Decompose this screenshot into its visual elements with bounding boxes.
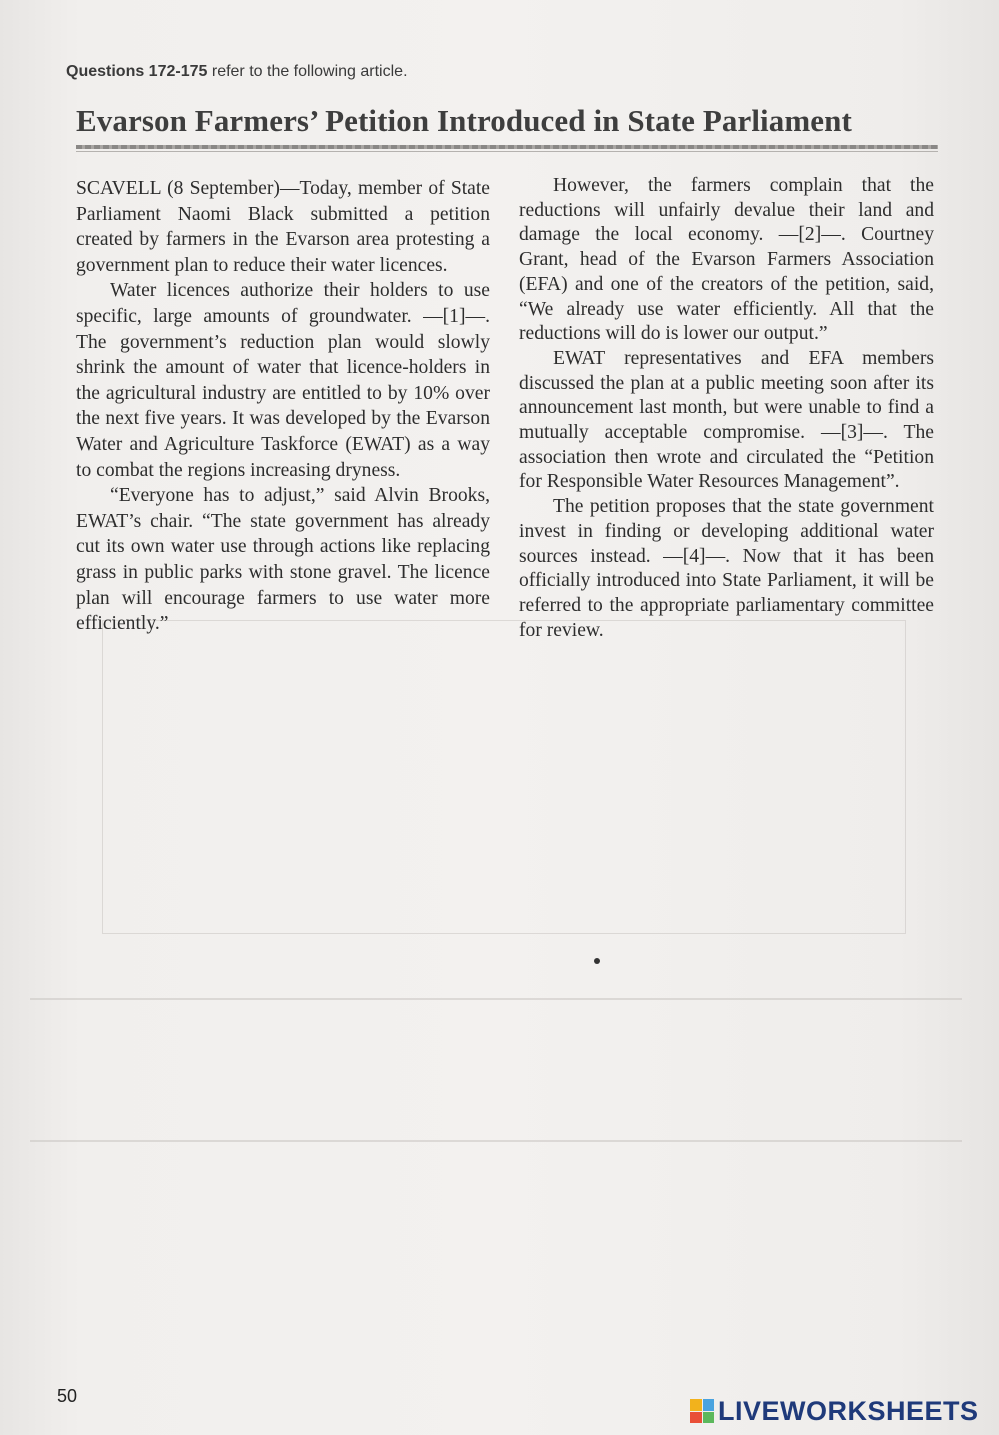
title-underline bbox=[76, 145, 938, 149]
questions-reference bbox=[66, 63, 408, 81]
liveworksheets-logo-icon bbox=[690, 1399, 714, 1423]
article-right-column bbox=[519, 174, 934, 643]
article-paragraph: “Everyone has to adjust,” said Alvin Brooks, EWAT’s chair. “The state government has already cut its own water use through actions like replacing grass in public parks with stone gravel. The licence plan will encourage farmers to use water more efficiently.” bbox=[76, 485, 490, 635]
article-paragraph: However, the farmers complain that the reductions will unfairly devalue their land and damage the local economy. —[2]—. Courtney Grant, head of the Evarson Farmers Association (EFA) and one of the creators of the petition, said, “We already use water efficiently. All that the reductions will do is lower our output.” bbox=[519, 175, 934, 345]
page-number: 50 bbox=[57, 1386, 78, 1406]
bleed-through-rule bbox=[30, 998, 962, 1000]
article-paragraph: SCAVELL (8 September)—Today, member of State Parliament Naomi Black submitted a petition created by farmers in the Evarson area protesting a government plan to reduce their water licences. bbox=[76, 178, 490, 276]
article-title: Evarson Farmers’ Petition Introduced in State Parliament bbox=[76, 103, 852, 138]
print-speck bbox=[594, 958, 600, 964]
bleed-through-box bbox=[102, 620, 906, 934]
article-paragraph: EWAT representatives and EFA members discussed the plan at a public meeting soon after its announcement last month, but were unable to find a mutually acceptable compromise. —[3]—. The association then wrote and circulated the “Petition for Responsible Water Resources Management”. bbox=[519, 347, 934, 493]
questions-range: Questions 172-175 bbox=[66, 63, 208, 80]
title-underline-thin bbox=[76, 151, 938, 152]
questions-instruction: refer to the following article. bbox=[211, 63, 408, 80]
bleed-through-rule-2 bbox=[30, 1140, 962, 1142]
article-paragraph: The petition proposes that the state government invest in finding or developing additional water sources instead. —[4]—. Now that it has been officially introduced into State Parliament, it will be referred to the appropriate parliamentary committee for review. bbox=[519, 496, 934, 641]
article-paragraph: Water licences authorize their holders to use specific, large amounts of groundwater. —[1]—. The government’s reduction plan would slowly shrink the amount of water that licence-holders in the agricultural industry are entitled to by 10% over the next five years. It was developed by the Evarson Water and Agriculture Taskforce (EWAT) as a way to combat the regions increasing dryness. bbox=[76, 280, 490, 481]
watermark-text: LIVEWORKSHEETS bbox=[718, 1395, 979, 1426]
article-left-column bbox=[76, 176, 490, 637]
liveworksheets-watermark bbox=[690, 1395, 979, 1427]
